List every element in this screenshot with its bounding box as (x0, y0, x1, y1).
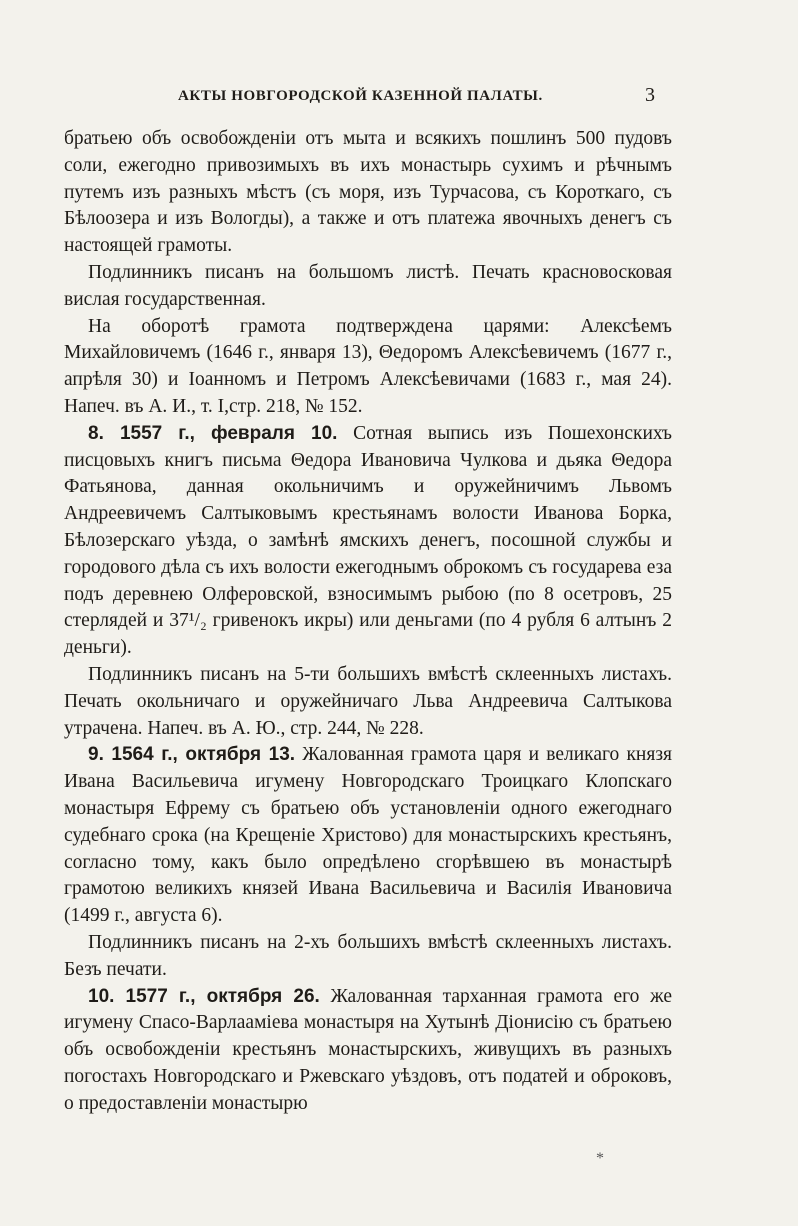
entry-9-note: Подлинникъ писанъ на 2-хъ большихъ вмѣстѣ склеенныхъ листахъ. Безъ печати. (64, 931, 672, 980)
page-number: 3 (645, 84, 655, 106)
footer-signature-mark: * (596, 1150, 604, 1167)
entry-10-heading: 10. 1577 г., октября 26. (88, 985, 320, 1007)
header-title: АКТЫ НОВГОРОДСКОЙ КАЗЕННОЙ ПАЛАТЫ. (178, 88, 543, 104)
paragraph-continuation: братьею объ освобожденіи отъ мыта и всякихъ пошлинъ 500 пудовъ соли, ежегодно привозимыхъ въ ихъ монастырь сухимъ и рѣчнымъ путемъ изъ разныхъ мѣстъ (съ моря, изъ Турчасова, съ Короткаго, съ Бѣлоозера и изъ Вологды), а также и отъ платежа явочныхъ денегъ съ настоящей грамоты. (64, 128, 672, 257)
entry-8-note: Подлинникъ писанъ на 5-ти большихъ вмѣстѣ склеенныхъ листахъ. Печать окольничаго и оружейничаго Льва Андреевича Салтыкова утрачена. Напеч. въ А. Ю., стр. 244, № 228. (64, 663, 672, 739)
entry-8: 8. 1557 г., февраля 10. Сотная выпись изъ Пошехонскихъ писцовыхъ книгъ письма Θедора Ивановича Чулкова и дьяка Θедора Фатьянова, данная окольничимъ и оружейничимъ Львомъ Андреевичемъ Салтыковымъ крестьянамъ волости Иванова Борка, Бѣлозерскаго уѣзда, о замѣнѣ ямскихъ денегъ, посошной службы и городового дѣла съ ихъ волости ежегоднымъ оброкомъ съ государева еза подъ деревнею Олферовской, взносимымъ рыбою (по 8 осетровъ, 25 стерлядей и 37¹/₂ гривенокъ икры) или деньгами (по 4 рубля 6 алтынъ 2 деньги). (64, 422, 673, 659)
body-text (64, 126, 672, 1117)
paragraph-confirmation-note: На оборотѣ грамота подтверждена царями: Алексѣемъ Михайловичемъ (1646 г., января 13), Θедоромъ Алексѣевичемъ (1677 г., апрѣля 30) и Іоанномъ и Петромъ Алексѣевичами (1683 г., мая 24). Напеч. въ А. И., т. І,стр. 218, № 152. (64, 315, 672, 417)
entry-8-heading: 8. 1557 г., февраля 10. (88, 422, 338, 444)
running-header (0, 84, 798, 114)
paragraph-original-note: Подлинникъ писанъ на большомъ листѣ. Печать красновосковая вислая государственная. (64, 261, 672, 310)
entry-9: 9. 1564 г., октября 13. Жалованная грамота царя и великаго князя Ивана Васильевича игумену Новгородскаго Троицкаго Клопскаго монастыря Ефрему съ братьею объ установленіи одного ежегоднаго судебнаго срока (на Крещеніе Христово) для монастырскихъ крестьянъ, согласно тому, какъ было опредѣлено сгорѣвшею въ монастырѣ грамотою великихъ князей Ивана Васильевича и Василія Ивановича (1499 г., августа 6). (64, 744, 673, 927)
entry-10: 10. 1577 г., октября 26. Жалованная тарханная грамота его же игумену Спасо-Варлааміева монастыря на Хутынѣ Діонисію съ братьею объ освобожденіи крестьянъ монастырскихъ, живущихъ въ разныхъ погостахъ Новгородскаго и Ржевскаго уѣздовъ, отъ податей и оброковъ, о предоставленіи монастырю (64, 985, 672, 1114)
entry-9-heading: 9. 1564 г., октября 13. (88, 744, 296, 766)
